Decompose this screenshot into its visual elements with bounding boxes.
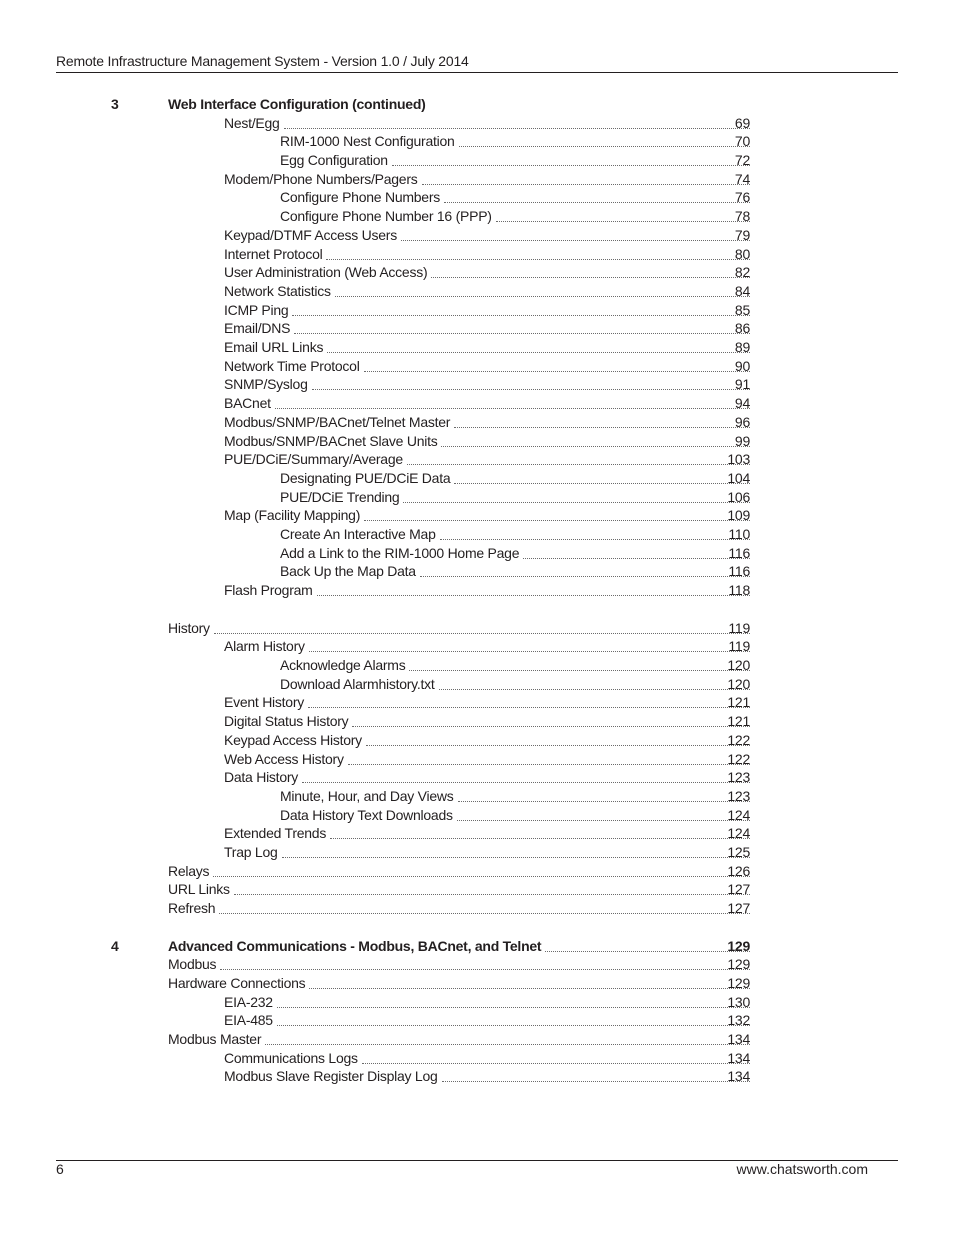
toc-entry[interactable] — [224, 750, 750, 769]
toc-dot-leader — [366, 745, 750, 746]
toc-entry[interactable] — [224, 170, 750, 189]
toc-dot-leader — [330, 838, 750, 839]
toc-entry-label: Keypad Access History — [224, 732, 362, 748]
toc-entry-page-number: 106 — [727, 489, 750, 505]
toc-dot-leader — [282, 857, 750, 858]
toc-entry-label: Advanced Communications - Modbus, BACnet, and Telnet — [168, 938, 542, 954]
toc-entry-label: Download Alarmhistory.txt — [280, 676, 435, 692]
toc-entry[interactable] — [224, 1067, 750, 1086]
toc-dot-leader — [458, 801, 750, 802]
toc-entry-label: Refresh — [168, 900, 216, 916]
toc-entry-label: Add a Link to the RIM-1000 Home Page — [280, 545, 520, 561]
toc-dot-leader — [277, 1025, 750, 1026]
toc-entry-label: Internet Protocol — [224, 246, 323, 262]
toc-entry[interactable] — [224, 375, 750, 394]
toc-entry-page-number: 79 — [734, 227, 750, 243]
toc-entry[interactable] — [224, 450, 750, 469]
toc-entry[interactable] — [224, 1011, 750, 1030]
toc-entry[interactable] — [168, 974, 750, 993]
toc-entry-label: Extended Trends — [224, 825, 327, 841]
toc-entry-page-number: 90 — [734, 358, 750, 374]
toc-entry-page-number: 96 — [734, 414, 750, 430]
toc-entry[interactable] — [224, 357, 750, 376]
toc-entry-label: Flash Program — [224, 582, 313, 598]
toc-dot-leader — [220, 969, 750, 970]
toc-entry-page-number: 119 — [728, 620, 750, 636]
toc-entry[interactable] — [280, 525, 750, 544]
toc-entry-page-number: 99 — [734, 433, 750, 449]
toc-dot-leader — [302, 782, 750, 783]
toc-entry-label: Communications Logs — [224, 1050, 358, 1066]
toc-entry[interactable] — [280, 787, 750, 806]
toc-entry-page-number: 118 — [728, 582, 750, 598]
toc-entry-label: Relays — [168, 863, 210, 879]
toc-dot-leader — [335, 296, 750, 297]
toc-dot-leader — [327, 352, 750, 353]
toc-dot-leader — [422, 184, 750, 185]
toc-dot-leader — [441, 446, 750, 447]
toc-entry-label: Email/DNS — [224, 320, 291, 336]
toc-dot-leader — [523, 558, 750, 559]
toc-entry-label: RIM-1000 Nest Configuration — [280, 133, 455, 149]
toc-entry[interactable] — [224, 226, 750, 245]
toc-chapter-entry[interactable] — [168, 937, 750, 956]
toc-dot-leader — [459, 146, 750, 147]
toc-entry-page-number: 123 — [727, 788, 750, 804]
toc-entry-page-number: 127 — [727, 881, 750, 897]
toc-chapter-entry[interactable] — [168, 95, 750, 114]
toc-entry[interactable] — [224, 1049, 750, 1068]
toc-entry-page-number: 110 — [728, 526, 750, 542]
toc-entry-page-number: 129 — [727, 956, 750, 972]
toc-entry[interactable] — [280, 806, 750, 825]
toc-entry-label: SNMP/Syslog — [224, 376, 308, 392]
toc-entry-label: Alarm History — [224, 638, 305, 654]
toc-entry-label: User Administration (Web Access) — [224, 264, 428, 280]
toc-entry-page-number: 82 — [734, 264, 750, 280]
toc-entry-page-number: 134 — [727, 1068, 750, 1084]
toc-entry-page-number: 76 — [734, 189, 750, 205]
toc-entry-page-number: 104 — [727, 470, 750, 486]
toc-entry[interactable] — [280, 151, 750, 170]
toc-dot-leader — [317, 595, 750, 596]
toc-entry[interactable] — [224, 731, 750, 750]
toc-entry-label: Data History — [224, 769, 299, 785]
toc-entry[interactable] — [224, 338, 750, 357]
toc-entry[interactable] — [224, 693, 750, 712]
toc-entry-label: Minute, Hour, and Day Views — [280, 788, 454, 804]
toc-entry[interactable] — [224, 843, 750, 862]
toc-entry-page-number: 120 — [727, 657, 750, 673]
toc-dot-leader — [431, 277, 750, 278]
toc-entry-label: Modbus/SNMP/BACnet Slave Units — [224, 433, 438, 449]
toc-entry[interactable] — [224, 282, 750, 301]
toc-dot-leader — [284, 128, 750, 129]
toc-entry-page-number: 134 — [727, 1050, 750, 1066]
toc-entry-label: Create An Interactive Map — [280, 526, 436, 542]
toc-dot-leader — [444, 202, 750, 203]
toc-dot-leader — [401, 240, 750, 241]
toc-dot-leader — [409, 670, 750, 671]
toc-entry-label: Acknowledge Alarms — [280, 657, 406, 673]
toc-entry[interactable] — [224, 413, 750, 432]
toc-entry-label: Keypad/DTMF Access Users — [224, 227, 397, 243]
toc-entry-page-number: 122 — [727, 751, 750, 767]
toc-dot-leader — [309, 988, 750, 989]
toc-entry-page-number: 126 — [727, 863, 750, 879]
toc-entry[interactable] — [224, 432, 750, 451]
toc-dot-leader — [312, 389, 750, 390]
toc-entry[interactable] — [280, 562, 750, 581]
toc-dot-leader — [403, 502, 750, 503]
toc-entry[interactable] — [224, 768, 750, 787]
toc-entry-label: PUE/DCiE/Summary/Average — [224, 451, 403, 467]
toc-entry-page-number: 129 — [727, 975, 750, 991]
toc-entry[interactable] — [224, 637, 750, 656]
toc-entry-page-number: 132 — [727, 1012, 750, 1028]
toc-entry[interactable] — [168, 1030, 750, 1049]
toc-entry-label: Hardware Connections — [168, 975, 306, 991]
toc-entry-page-number: 121 — [727, 694, 750, 710]
toc-dot-leader — [213, 876, 750, 877]
toc-entry-label: URL Links — [168, 881, 230, 897]
toc-dot-leader — [292, 315, 750, 316]
toc-entry-page-number: 74 — [734, 171, 750, 187]
toc-entry-page-number: 120 — [727, 676, 750, 692]
toc-entry[interactable] — [224, 581, 750, 600]
toc-chapter-number: 3 — [111, 96, 119, 112]
toc-entry-label: Web Access History — [224, 751, 344, 767]
toc-dot-leader — [294, 333, 750, 334]
toc-entry[interactable] — [280, 469, 750, 488]
toc-entry-label: Designating PUE/DCiE Data — [280, 470, 451, 486]
toc-entry-page-number: 122 — [727, 732, 750, 748]
toc-entry[interactable] — [224, 114, 750, 133]
toc-dot-leader — [265, 1044, 750, 1045]
toc-dot-leader — [545, 951, 750, 952]
toc-dot-leader — [454, 427, 750, 428]
toc-entry-page-number: 72 — [734, 152, 750, 168]
toc-entry[interactable] — [224, 993, 750, 1012]
toc-entry[interactable] — [280, 132, 750, 151]
toc-entry-page-number: 127 — [727, 900, 750, 916]
toc-entry[interactable] — [280, 656, 750, 675]
toc-entry-label: Modbus — [168, 956, 217, 972]
toc-entry-page-number: 70 — [734, 133, 750, 149]
running-header-title: Remote Infrastructure Management System - Version 1.0 / July 2014 — [56, 53, 469, 69]
toc-entry-label: Trap Log — [224, 844, 278, 860]
toc-entry[interactable] — [224, 263, 750, 282]
footer-website: www.chatsworth.com — [736, 1161, 868, 1177]
toc-entry[interactable] — [168, 619, 750, 638]
toc-dot-leader — [454, 483, 750, 484]
toc-entry-page-number: 91 — [734, 376, 750, 392]
toc-entry-label: Back Up the Map Data — [280, 563, 416, 579]
toc-dot-leader — [364, 371, 750, 372]
toc-entry-page-number: 134 — [727, 1031, 750, 1047]
toc-entry-page-number: 124 — [727, 825, 750, 841]
toc-entry[interactable] — [224, 824, 750, 843]
toc-entry-label: Modbus/SNMP/BACnet/Telnet Master — [224, 414, 451, 430]
toc-entry-label: Modem/Phone Numbers/Pagers — [224, 171, 418, 187]
toc-dot-leader — [234, 894, 750, 895]
toc-entry-page-number: 125 — [727, 844, 750, 860]
toc-entry-label: Configure Phone Numbers — [280, 189, 441, 205]
toc-entry-page-number: 124 — [727, 807, 750, 823]
toc-entry[interactable] — [168, 880, 750, 899]
toc-entry-label: BACnet — [224, 395, 271, 411]
toc-dot-leader — [439, 689, 750, 690]
toc-entry-page-number: 109 — [727, 507, 750, 523]
toc-entry-label: Map (Facility Mapping) — [224, 507, 361, 523]
toc-entry[interactable] — [224, 394, 750, 413]
toc-entry-page-number: 85 — [734, 302, 750, 318]
toc-dot-leader — [420, 576, 750, 577]
toc-entry-label: Modbus Master — [168, 1031, 262, 1047]
toc-dot-leader — [309, 651, 750, 652]
toc-entry[interactable] — [224, 506, 750, 525]
toc-entry-page-number: 130 — [727, 994, 750, 1010]
toc-dot-leader — [214, 633, 750, 634]
toc-entry-page-number: 86 — [734, 320, 750, 336]
toc-dot-leader — [277, 1007, 750, 1008]
toc-entry-label: EIA-485 — [224, 1012, 273, 1028]
toc-entry-label: Network Statistics — [224, 283, 331, 299]
toc-entry[interactable] — [280, 675, 750, 694]
toc-entry-label: Configure Phone Number 16 (PPP) — [280, 208, 492, 224]
toc-dot-leader — [308, 707, 750, 708]
toc-entry-label: Web Interface Configuration (continued) — [168, 96, 426, 112]
toc-entry-label: Digital Status History — [224, 713, 349, 729]
toc-entry[interactable] — [224, 712, 750, 731]
toc-entry[interactable] — [224, 301, 750, 320]
toc-entry-label: ICMP Ping — [224, 302, 289, 318]
toc-dot-leader — [407, 464, 750, 465]
toc-entry-label: Network Time Protocol — [224, 358, 360, 374]
toc-entry[interactable] — [168, 899, 750, 918]
toc-entry-page-number: 119 — [728, 638, 750, 654]
toc-entry-page-number: 80 — [734, 246, 750, 262]
toc-dot-leader — [348, 764, 750, 765]
toc-entry-page-number: 121 — [727, 713, 750, 729]
toc-dot-leader — [496, 221, 750, 222]
toc-dot-leader — [362, 1063, 750, 1064]
toc-dot-leader — [392, 165, 750, 166]
toc-dot-leader — [364, 520, 750, 521]
toc-entry[interactable] — [280, 188, 750, 207]
toc-dot-leader — [326, 259, 750, 260]
toc-entry-label: Egg Configuration — [280, 152, 388, 168]
toc-entry-page-number: 116 — [728, 545, 750, 561]
toc-entry-label: EIA-232 — [224, 994, 273, 1010]
toc-entry-label: PUE/DCiE Trending — [280, 489, 400, 505]
toc-entry-page-number: 94 — [734, 395, 750, 411]
toc-entry[interactable] — [224, 319, 750, 338]
toc-entry-label: Data History Text Downloads — [280, 807, 453, 823]
toc-entry-page-number: 89 — [734, 339, 750, 355]
toc-dot-leader — [352, 726, 750, 727]
toc-entry[interactable] — [168, 955, 750, 974]
toc-entry-page-number: 129 — [727, 938, 750, 954]
toc-entry-label: Nest/Egg — [224, 115, 280, 131]
toc-dot-leader — [219, 913, 750, 914]
toc-dot-leader — [440, 539, 750, 540]
toc-entry[interactable] — [168, 862, 750, 881]
toc-entry-label: Modbus Slave Register Display Log — [224, 1068, 438, 1084]
footer-page-number: 6 — [56, 1161, 64, 1177]
toc-dot-leader — [442, 1081, 750, 1082]
toc-entry-label: Email URL Links — [224, 339, 324, 355]
toc-entry[interactable] — [280, 544, 750, 563]
toc-entry-page-number: 103 — [727, 451, 750, 467]
toc-entry-page-number: 78 — [734, 208, 750, 224]
toc-entry-label: History — [168, 620, 210, 636]
toc-entry-page-number: 116 — [728, 563, 750, 579]
toc-entry-page-number: 84 — [734, 283, 750, 299]
toc-dot-leader — [275, 408, 750, 409]
toc-entry-label: Event History — [224, 694, 304, 710]
toc-entry-page-number: 69 — [734, 115, 750, 131]
toc-dot-leader — [457, 820, 750, 821]
toc-chapter-number: 4 — [111, 938, 119, 954]
toc-entry[interactable] — [280, 488, 750, 507]
toc-entry-page-number: 123 — [727, 769, 750, 785]
toc-entry[interactable] — [224, 245, 750, 264]
toc-entry[interactable] — [280, 207, 750, 226]
